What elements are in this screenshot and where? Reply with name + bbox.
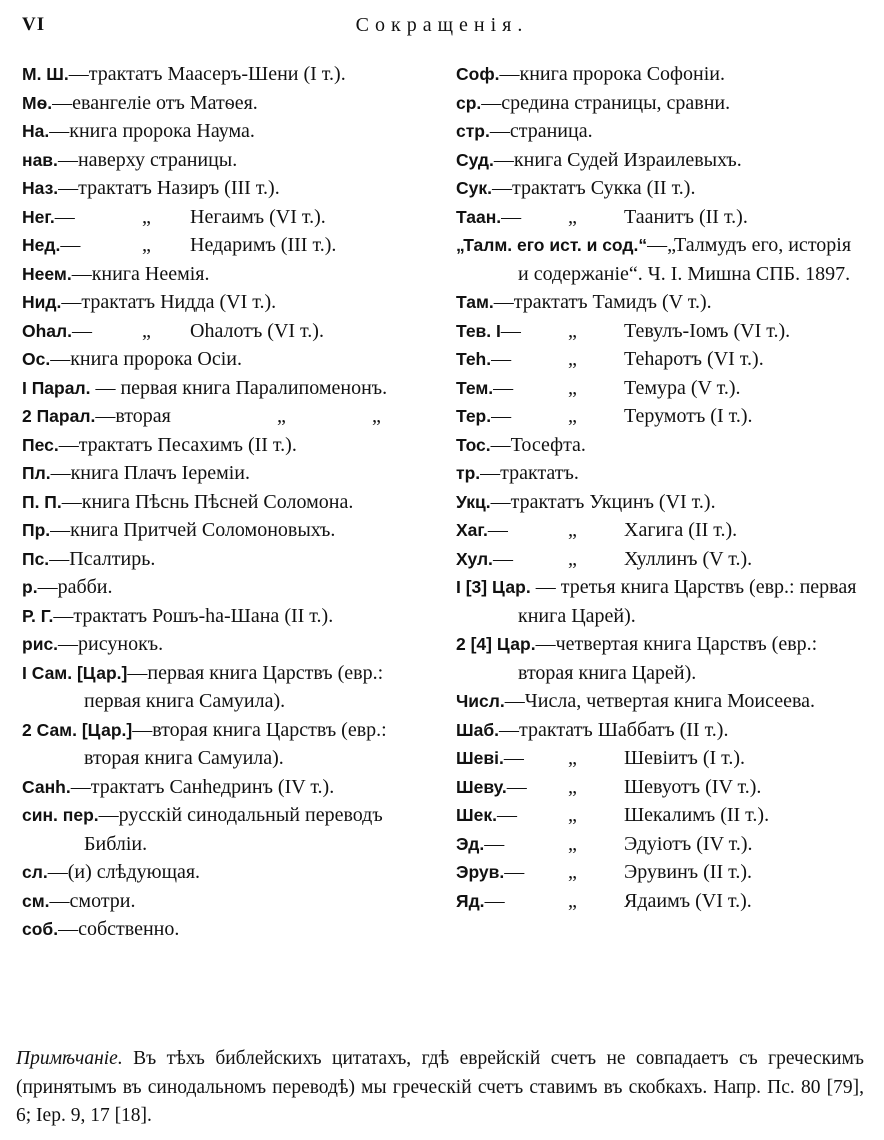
abbreviation-term: Хаг. — [456, 520, 488, 540]
page-number: VI — [22, 14, 46, 35]
abbreviation-definition-tail: Недаримъ (III т.). — [190, 234, 337, 256]
abbreviation-definition: —(и) слѣдующая. — [47, 861, 201, 883]
abbreviation-definition-tail: Таанитъ (II т.). — [624, 205, 748, 228]
abbreviation-entry — [456, 801, 866, 830]
abbreviation-term: Теh. — [456, 349, 492, 369]
abbreviation-term: рис. — [22, 634, 59, 654]
abbreviation-entry — [456, 317, 866, 346]
abbreviation-definition: —трактатъ Укцинъ (VI т.). — [490, 490, 716, 513]
abbreviation-term: Укц. — [456, 491, 491, 512]
abbreviation-term: Тос. — [456, 434, 491, 455]
ditto-mark: „ — [568, 832, 577, 855]
abbreviation-entry — [22, 459, 442, 488]
abbreviation-entry — [22, 659, 442, 716]
abbreviation-entry — [22, 630, 442, 659]
ditto-mark: „ — [568, 348, 577, 370]
abbreviation-term: нав. — [22, 149, 58, 170]
abbreviation-definition-tail: Шекалимъ (II т.). — [624, 804, 770, 826]
abbreviation-entry — [22, 288, 442, 317]
abbreviation-definition: — третья книга Царствъ (евр.: первая книга Царей). — [518, 576, 857, 627]
abbreviation-term: Шеву. — [456, 776, 507, 797]
abbreviation-definition: —трактатъ Нидда (VI т.). — [61, 291, 277, 313]
abbreviation-term: П. П. — [22, 491, 62, 512]
abbreviation-entry — [22, 602, 442, 631]
abbreviation-definition: —книга пророка Осіи. — [50, 348, 242, 370]
abbreviation-term: Сук. — [456, 178, 492, 198]
abbreviation-term: На. — [22, 121, 50, 141]
abbreviation-term: Эд. — [456, 833, 485, 854]
abbreviation-term: Нид. — [22, 292, 62, 312]
abbreviation-entry — [456, 830, 866, 859]
abbreviation-term: Яд. — [456, 890, 485, 911]
abbreviation-definition: —книга Пѣснь Пѣсней Соломона. — [61, 490, 354, 513]
abbreviation-definition: —книга Судей Израилевыхъ. — [493, 148, 742, 171]
abbreviation-entry — [22, 260, 442, 289]
abbreviation-definition: — — [493, 376, 514, 399]
abbreviation-definition: —рабби. — [37, 576, 113, 598]
abbreviation-term: М. Ш. — [22, 64, 69, 84]
abbreviation-term: Мѳ. — [22, 92, 53, 113]
abbreviation-term: Шаб. — [456, 719, 499, 740]
ditto-mark: „ — [568, 376, 577, 399]
abbreviation-entry — [456, 573, 866, 630]
abbreviation-definition: —трактатъ. — [480, 462, 579, 484]
abbreviation-definition: —смотри. — [49, 889, 136, 912]
abbreviation-definition-tail: Оhалотъ (VI т.). — [190, 319, 324, 342]
abbreviation-entry — [22, 887, 442, 916]
abbreviation-term: Нег. — [22, 206, 55, 227]
abbreviation-entry — [456, 773, 866, 802]
abbreviation-definition: — — [484, 889, 505, 912]
abbreviation-term: Пс. — [22, 548, 50, 569]
abbreviation-term: 2 [4] Цар. — [456, 634, 536, 654]
abbreviation-definition-tail: Эрувинъ (II т.). — [624, 861, 753, 883]
abbreviation-definition: —четвертая книга Царствъ (евр.: вторая книга Царей). — [518, 633, 818, 684]
ditto-mark: „ — [142, 234, 151, 256]
abbreviations-left-column — [22, 60, 442, 944]
abbreviation-term: I [3] Цар. — [456, 577, 531, 597]
ditto-mark: „ — [568, 861, 577, 883]
abbreviation-definition-tail: Терумотъ (I т.). — [624, 405, 753, 427]
abbreviation-term: Р. Г. — [22, 605, 54, 626]
abbreviation-definition: —книга Неемія. — [71, 262, 210, 285]
abbreviation-definition: —Тосефта. — [490, 433, 586, 456]
abbreviation-entry — [22, 402, 442, 431]
abbreviation-definition: —Числа, четвертая книга Моисеева. — [504, 690, 816, 712]
abbreviations-right-column — [456, 60, 866, 915]
abbreviation-definition: — — [503, 747, 524, 769]
abbreviation-definition-tail: Темура (V т.). — [624, 376, 741, 399]
abbreviation-term: Таан. — [456, 206, 502, 227]
abbreviation-entry — [456, 516, 866, 545]
abbreviation-entry — [456, 744, 866, 773]
abbreviation-definition: — — [500, 319, 521, 342]
ditto-mark: „ — [568, 205, 577, 228]
abbreviation-term: Тер. — [456, 406, 492, 426]
abbreviation-definition-tail: Тевулъ-Іомъ (VI т.). — [624, 319, 791, 342]
abbreviation-definition: —книга Плачъ Іереміи. — [50, 462, 250, 484]
abbreviation-term: Пл. — [22, 463, 51, 483]
abbreviation-entry — [456, 545, 866, 574]
abbreviation-entry — [456, 174, 866, 203]
abbreviation-entry — [22, 374, 442, 403]
abbreviation-entry — [456, 60, 866, 89]
abbreviation-definition: —трактатъ Рошъ-hа-Шана (II т.). — [53, 604, 334, 627]
abbreviation-definition-tail: Шевуотъ (IV т.). — [624, 775, 762, 798]
abbreviation-term: Эрув. — [456, 862, 505, 882]
abbreviation-term: Пес. — [22, 434, 59, 455]
abbreviation-term: Нед. — [22, 235, 61, 255]
abbreviation-definition: —трактатъ Маасеръ-Шени (I т.). — [68, 63, 346, 85]
ditto-mark: „ — [568, 319, 577, 342]
abbreviation-entry — [456, 630, 866, 687]
abbreviation-definition: — — [496, 804, 517, 826]
abbreviation-definition: — — [504, 861, 525, 883]
abbreviation-definition-tail: Шевіитъ (I т.). — [624, 747, 746, 769]
abbreviation-definition: —Псалтирь. — [49, 547, 156, 570]
abbreviation-entry — [22, 345, 442, 374]
abbreviation-definition: —книга пророка Наума. — [49, 120, 255, 142]
ditto-mark: „ — [568, 519, 577, 541]
ditto-mark: „ — [568, 747, 577, 769]
abbreviation-definition-tail: Негаимъ (VI т.). — [190, 205, 326, 228]
abbreviation-entry — [22, 174, 442, 203]
abbreviation-definition: —книга Притчей Соломоновыхъ. — [50, 519, 336, 541]
abbreviation-definition: —рисунокъ. — [58, 633, 164, 655]
abbreviation-entry — [456, 858, 866, 887]
abbreviation-term: р. — [22, 577, 38, 597]
abbreviation-entry — [22, 117, 442, 146]
ditto-mark: „ — [568, 547, 577, 570]
page-header — [22, 14, 862, 44]
abbreviation-entry — [22, 858, 442, 887]
abbreviation-term: тр. — [456, 463, 481, 483]
abbreviation-definition: —средина страницы, сравни. — [481, 91, 731, 114]
abbreviation-entry — [456, 288, 866, 317]
abbreviation-term: стр. — [456, 121, 490, 141]
abbreviation-definition: — — [484, 832, 505, 855]
abbreviation-definition: — — [487, 519, 508, 541]
abbreviation-definition: — — [506, 775, 527, 798]
abbreviation-entry — [22, 231, 442, 260]
abbreviation-term: I Парал. — [22, 377, 91, 398]
abbreviation-entry — [22, 317, 442, 346]
abbreviation-definition: —книга пророка Софоніи. — [499, 63, 725, 85]
footnote — [16, 1045, 864, 1131]
abbreviation-definition-tail: Хагига (II т.). — [624, 519, 738, 541]
abbreviation-term: 2 Парал. — [22, 406, 96, 426]
ditto-mark: „ — [568, 775, 577, 798]
abbreviation-term: Суд. — [456, 149, 494, 170]
ditto-mark: „ — [372, 405, 381, 427]
abbreviation-term: 2 Сам. [Цар.] — [22, 719, 133, 740]
abbreviation-term: Хул. — [456, 548, 493, 569]
abbreviation-definition: —„Талмудъ его, исторія и содержаніе“. Ч. I. Мишна СПБ. 1897. — [518, 234, 852, 285]
abbreviation-entry — [22, 488, 442, 517]
abbreviation-definition: — — [54, 205, 75, 228]
abbreviation-definition-tail: Теhаротъ (VI т.). — [624, 348, 764, 370]
abbreviation-term: см. — [22, 890, 50, 911]
abbreviation-entry — [456, 687, 866, 716]
abbreviation-definition: —евангеліе отъ Матѳея. — [52, 91, 258, 114]
abbreviation-entry — [456, 345, 866, 374]
abbreviation-term: Наз. — [22, 178, 59, 198]
ditto-mark: „ — [142, 205, 151, 228]
abbreviation-entry — [456, 203, 866, 232]
abbreviation-definition: — — [72, 319, 93, 342]
abbreviation-definition: —русскій синодальный переводъ Библіи. — [84, 804, 383, 855]
abbreviation-entry — [22, 60, 442, 89]
abbreviation-definition: —трактатъ Шаббатъ (II т.). — [499, 718, 729, 741]
footnote-label: Примѣчаніе. — [16, 1048, 123, 1069]
abbreviation-definition: —трактатъ Назиръ (III т.). — [58, 177, 280, 199]
abbreviation-entry — [456, 146, 866, 175]
abbreviation-definition-tail: Эдуіотъ (IV т.). — [624, 832, 753, 855]
abbreviation-term: Шеві. — [456, 748, 504, 768]
ditto-mark: „ — [568, 804, 577, 826]
abbreviation-entry — [22, 573, 442, 602]
ditto-mark: „ — [277, 405, 286, 427]
abbreviation-definition: — — [501, 205, 522, 228]
abbreviation-entry — [22, 801, 442, 858]
abbreviation-term: Тем. — [456, 377, 494, 398]
abbreviation-definition: —трактатъ Тамидъ (V т.). — [493, 291, 712, 313]
abbreviation-entry — [22, 773, 442, 802]
abbreviation-term: Ос. — [22, 349, 51, 369]
abbreviation-entry — [456, 374, 866, 403]
footnote-text: Въ тѣхъ библейскихъ цитатахъ, гдѣ еврейскій счетъ не совпадаетъ съ греческимъ (принятымъ въ синодальномъ переводѣ) мы греческій счетъ ставимъ въ скобкахъ. Напр. Пс. 80 [79], 6; Іер. 9, 17 [18]. — [16, 1048, 864, 1126]
abbreviation-term: Санh. — [22, 776, 71, 797]
abbreviation-entry — [456, 89, 866, 118]
ditto-mark: „ — [568, 889, 577, 912]
abbreviation-term: соб. — [22, 919, 59, 939]
abbreviation-definition: —первая книга Царствъ (евр.: первая книга Самуила). — [84, 661, 384, 712]
abbreviation-term: ср. — [456, 92, 482, 113]
abbreviation-definition: —собственно. — [58, 918, 180, 940]
abbreviation-term: Оhал. — [22, 320, 73, 341]
abbreviation-definition: — — [60, 234, 81, 256]
page-title: Сокращенія. — [355, 14, 529, 36]
ditto-mark: „ — [568, 405, 577, 427]
abbreviation-term: Соф. — [456, 64, 500, 84]
abbreviation-term: Неем. — [22, 263, 72, 284]
abbreviation-term: Тев. I — [456, 320, 501, 341]
abbreviation-definition-tail: Хуллинъ (V т.). — [624, 547, 753, 570]
abbreviation-definition: —трактатъ Песахимъ (II т.). — [58, 433, 297, 456]
abbreviation-term: сл. — [22, 862, 48, 882]
abbreviation-definition-tail: Ядаимъ (VI т.). — [624, 889, 752, 912]
abbreviation-definition: — — [491, 405, 512, 427]
abbreviation-entry — [22, 716, 442, 773]
abbreviation-definition: — первая книга Паралипоменонъ. — [90, 376, 388, 399]
abbreviation-definition: —трактатъ Санhедринъ (IV т.). — [70, 775, 335, 798]
abbreviation-term: „Талм. его ист. и сод.“ — [456, 235, 648, 255]
abbreviation-entry — [22, 545, 442, 574]
abbreviation-entry — [22, 89, 442, 118]
abbreviation-entry — [22, 146, 442, 175]
ditto-mark: „ — [142, 319, 151, 342]
abbreviation-definition: — — [492, 547, 513, 570]
abbreviation-definition: —вторая — [95, 405, 171, 427]
abbreviation-definition: —вторая книга Царствъ (евр.: вторая книга Самуила). — [84, 718, 387, 769]
abbreviation-entry — [456, 459, 866, 488]
abbreviation-term: Пр. — [22, 520, 51, 540]
abbreviation-entry — [456, 716, 866, 745]
abbreviation-definition: —страница. — [489, 120, 593, 142]
abbreviation-term: Числ. — [456, 691, 505, 711]
abbreviation-term: Шек. — [456, 805, 497, 825]
abbreviation-entry — [22, 431, 442, 460]
abbreviation-entry — [456, 488, 866, 517]
abbreviation-term: Там. — [456, 292, 494, 312]
abbreviation-entry — [456, 431, 866, 460]
abbreviation-term: I Сам. [Цар.] — [22, 662, 128, 683]
abbreviation-entry — [22, 915, 442, 944]
abbreviation-definition: —наверху страницы. — [57, 148, 238, 171]
abbreviation-definition: — — [491, 348, 512, 370]
abbreviation-entry — [22, 203, 442, 232]
abbreviation-entry — [456, 117, 866, 146]
abbreviation-definition: —трактатъ Сукка (II т.). — [492, 177, 696, 199]
abbreviation-entry — [22, 516, 442, 545]
abbreviation-entry — [456, 887, 866, 916]
abbreviation-entry — [456, 231, 866, 288]
abbreviation-entry — [456, 402, 866, 431]
abbreviation-term: син. пер. — [22, 805, 99, 825]
